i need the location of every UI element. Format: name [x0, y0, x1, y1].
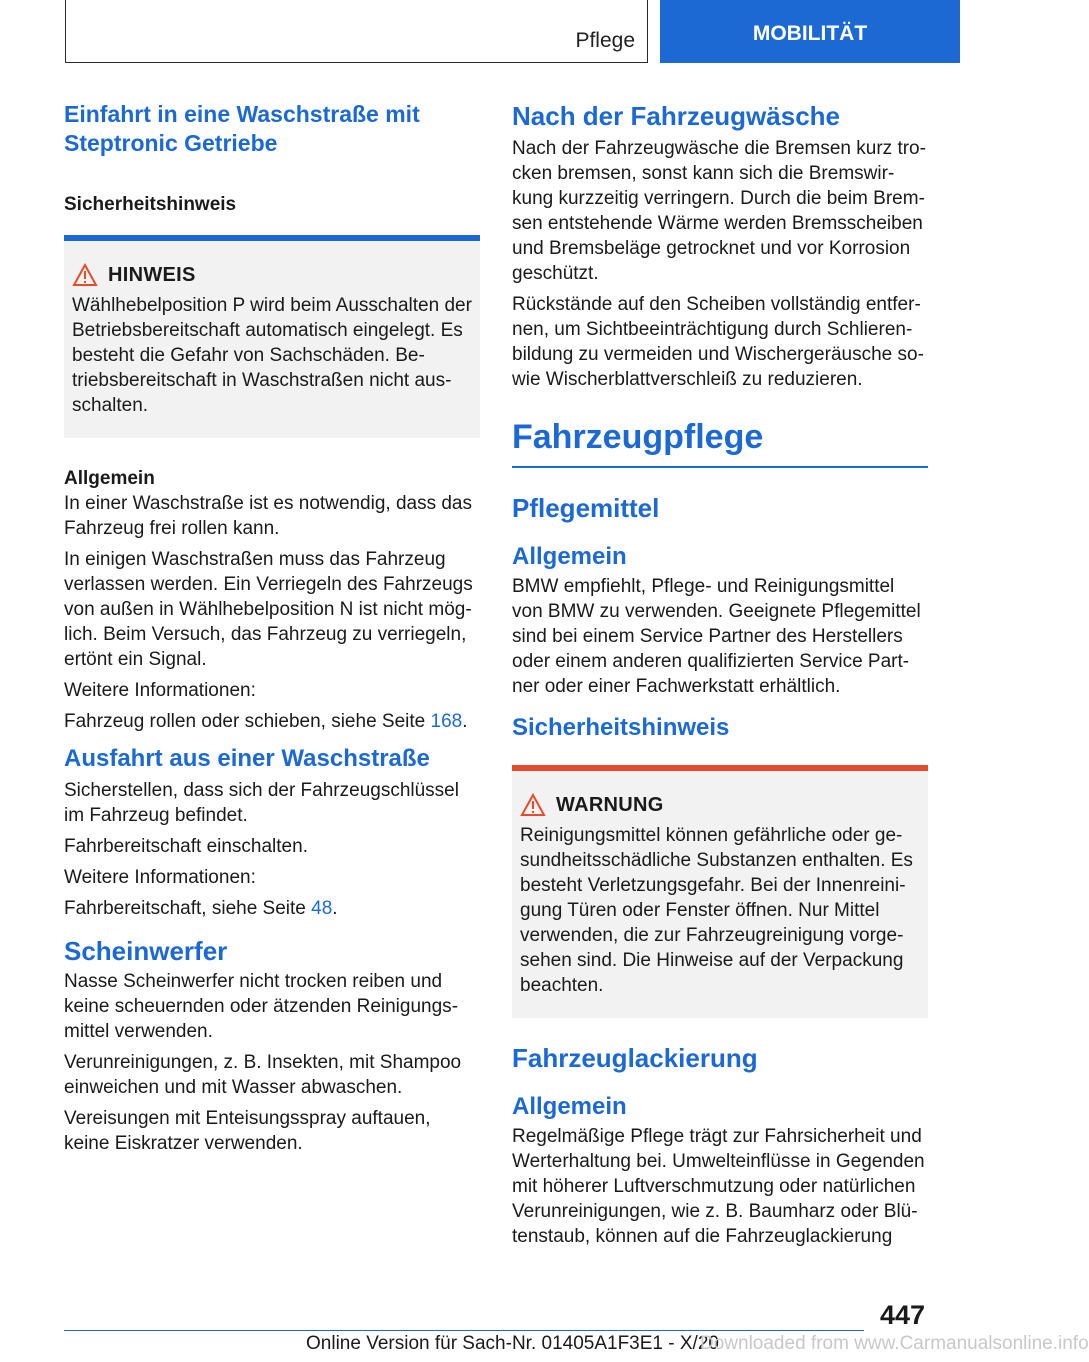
heading-einfahrt: Einfahrt in eine Waschstraße mit Steptronic Getriebe — [64, 101, 420, 156]
notice-warnung-header — [520, 793, 920, 817]
page-number: 447 — [880, 1300, 926, 1330]
heading-pflegemittel: Pflegemittel — [512, 493, 660, 523]
footer-text: Online Version für Sach-Nr. 01405A1F3E1 - X/20 — [306, 1333, 719, 1354]
paragraph: Fahrbereitschaft einschalten. — [64, 836, 308, 857]
paragraph: Rückstände auf den Scheiben vollständig entfernen, um Sichtbeeinträchtigung durch Schlierenbildung zu vermeiden und Wischergeräusche sowie Wischerblattverschleiß zu reduzieren. — [512, 294, 924, 390]
right-column — [512, 100, 928, 1255]
subheading-allgemein: Allgemein — [64, 468, 155, 489]
paragraph: Vereisungen mit Enteisungsspray auftauen, keine Eiskratzer verwenden. — [64, 1108, 431, 1154]
paragraph: In einigen Waschstraßen muss das Fahrzeug verlassen werden. Ein Verriegeln des Fahrzeugs von außen in Wählhebelposition N ist nicht möglich. Beim Versuch, das Fahrzeug zu verriegeln, ertönt ein Signal. — [64, 549, 473, 670]
warning-triangle-icon — [520, 793, 546, 817]
heading-rule — [512, 466, 928, 468]
heading-sicherheitshinweis: Sicherheitshinweis — [512, 714, 730, 741]
paragraph: Weitere Informationen: — [64, 867, 256, 888]
footer-rule — [64, 1330, 864, 1331]
heading-nach-fahrzeugwaesche: Nach der Fahrzeugwäsche — [512, 101, 840, 131]
heading-allgemein: Allgemein — [512, 543, 627, 570]
notice-hinweis-text: Wählhebelposition P wird beim Ausschalten der Betriebsbereitschaft automatisch eingelegt. Es besteht die Gefahr von Sachschäden. Betriebsbereitschaft in Waschstraßen nicht ausschalten. — [72, 295, 472, 416]
left-column — [64, 100, 480, 1162]
paragraph-reference: Fahrzeug rollen oder schieben, siehe Seite 168. — [64, 711, 468, 732]
warning-triangle-icon — [72, 263, 98, 287]
heading-allgemein: Allgemein — [512, 1093, 627, 1120]
header-frame — [65, 0, 648, 63]
page-link-48[interactable]: 48 — [311, 898, 333, 919]
paragraph: Verunreinigungen, z. B. Insekten, mit Shampoo einweichen und mit Wasser abwaschen. — [64, 1052, 462, 1098]
heading-fahrzeugpflege: Fahrzeugpflege — [512, 418, 764, 456]
heading-fahrzeuglackierung: Fahrzeuglackierung — [512, 1043, 758, 1073]
notice-warnung-title: WARNUNG — [556, 793, 664, 816]
heading-ausfahrt: Ausfahrt aus einer Waschstraße — [64, 745, 430, 772]
paragraph: Regelmäßige Pflege trägt zur Fahrsicherheit und Werterhaltung bei. Umwelteinflüsse in Gegenden mit höherer Luftverschmutzung oder natürlichen Verunreinigungen, wie z. B. Baumharz oder Blütenstaub, können auf die Fahrzeuglackierung — [512, 1126, 925, 1247]
watermark: Downloaded from www.Carmanualsonline.info — [700, 1333, 1089, 1354]
header-tab-mobilitaet[interactable]: MOBILITÄT — [660, 0, 960, 63]
paragraph: BMW empfiehlt, Pflege- und Reinigungsmittel von BMW zu verwenden. Geeignete Pflegemittel sind bei einem Service Partner des Herstellers oder einem anderen qualifizierten Service Partner oder einer Fachwerkstatt erhältlich. — [512, 576, 921, 697]
subheading-sicherheitshinweis: Sicherheitshinweis — [64, 194, 237, 215]
notice-hinweis — [64, 235, 480, 438]
paragraph: In einer Waschstraße ist es notwendig, dass das Fahrzeug frei rollen kann. — [64, 493, 472, 539]
notice-hinweis-title: HINWEIS — [108, 263, 196, 286]
reference-text: Fahrzeug rollen oder schieben, siehe Seite — [64, 711, 431, 732]
reference-text: Fahrbereitschaft, siehe Seite — [64, 898, 312, 919]
paragraph: Weitere Informationen: — [64, 680, 256, 701]
notice-warnung-text: Reinigungsmittel können gefährliche oder gesundheitsschädliche Substanzen enthalten. Es besteht Verletzungsgefahr. Bei der Innenreinigung Türen oder Fenster öffnen. Nur Mittel verwenden, die zur Fahrzeugreinigung vorgesehen sind. Die Hinweise auf der Verpackung beachten. — [520, 825, 913, 996]
paragraph: Sicherstellen, dass sich der Fahrzeugschlüssel im Fahrzeug befindet. — [64, 780, 459, 826]
heading-scheinwerfer: Scheinwerfer — [64, 936, 228, 966]
notice-hinweis-header — [72, 263, 472, 287]
notice-warnung — [512, 765, 928, 1018]
paragraph: Nasse Scheinwerfer nicht trocken reiben und keine scheuernden oder ätzenden Reinigungsmittel verwenden. — [64, 971, 459, 1042]
paragraph-reference: Fahrbereitschaft, siehe Seite 48. — [64, 898, 338, 919]
paragraph: Nach der Fahrzeugwäsche die Bremsen kurz trocken bremsen, sonst kann sich die Bremswirkung kurzzeitig verringern. Durch die beim Bremsen entstehende Wärme werden Bremsscheiben und Bremsbeläge getrocknet und vor Korrosion geschützt. — [512, 138, 926, 284]
page-link-168[interactable]: 168 — [430, 711, 463, 732]
header-section-title: Pflege — [575, 29, 635, 52]
